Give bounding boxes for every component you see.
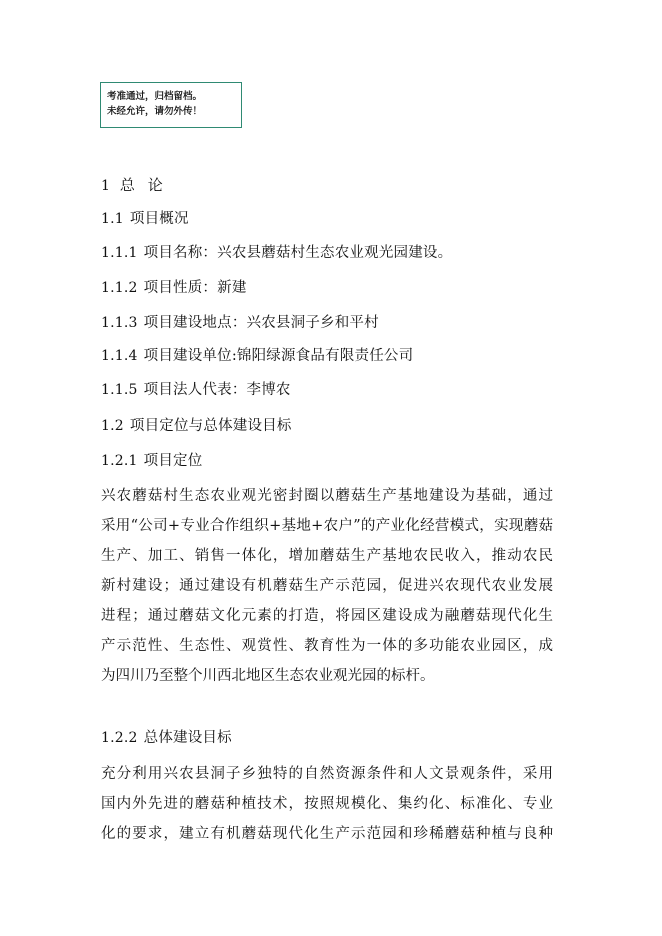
item-1-1-2 xyxy=(101,278,247,298)
chapter-number: 1 xyxy=(101,178,114,194)
section-title: 项目定位与总体建设目标 xyxy=(129,418,292,434)
item-1-2-1 xyxy=(101,451,202,471)
paragraph-overall-goal xyxy=(101,759,553,849)
paragraph-line: 化的要求，建立有机蘑菇现代化生产示范园和珍稀蘑菇种植与良种 xyxy=(101,826,553,842)
paragraph-line: 国内外先进的蘑菇种植技术，按照规模化、集约化、标准化、专业 xyxy=(101,796,553,812)
item-number: 1.2.1 xyxy=(101,453,138,469)
chapter-title: 总 论 xyxy=(119,176,167,194)
item-number: 1.1.1 xyxy=(101,245,138,261)
item-text: 项目建设地点：兴农县洞子乡和平村 xyxy=(143,315,379,331)
item-1-1-3 xyxy=(101,313,379,333)
item-1-2-2 xyxy=(101,728,232,748)
stamp-line-2: 未经允许，请勿外传！ xyxy=(107,106,203,117)
item-number: 1.2.2 xyxy=(101,730,138,746)
paragraph-line: 充分利用兴农县洞子乡独特的自然资源条件和人文景观条件，采用 xyxy=(101,766,553,782)
item-text: 项目性质：新建 xyxy=(143,280,247,296)
approval-stamp-box xyxy=(100,82,242,128)
paragraph-line: 产示范性、生态性、观赏性、教育性为一体的多功能农业园区，成 xyxy=(101,638,553,654)
item-text: 项目名称：兴农县蘑菇村生态农业观光园建设。 xyxy=(143,245,453,261)
chapter-heading xyxy=(101,175,167,196)
section-heading-1-2 xyxy=(101,416,292,436)
item-text: 总体建设目标 xyxy=(143,730,232,746)
item-number: 1.1.3 xyxy=(101,315,138,331)
item-number: 1.1.5 xyxy=(101,382,138,398)
section-number: 1.1 xyxy=(101,211,124,227)
paragraph-line: 为四川乃至整个川西北地区生态农业观光园的标杆。 xyxy=(101,668,435,684)
paragraph-line: 进程；通过蘑菇文化元素的打造，将园区建设成为融蘑菇现代化生 xyxy=(101,608,553,624)
item-text: 项目法人代表：李博农 xyxy=(143,382,291,398)
paragraph-line: 兴农蘑菇村生态农业观光密封圈以蘑菇生产基地建设为基础，通过 xyxy=(101,488,553,504)
item-text: 项目建设单位:锦阳绿源食品有限责任公司 xyxy=(143,348,414,364)
paragraph-project-positioning xyxy=(101,481,553,691)
section-heading-1-1 xyxy=(101,209,189,229)
item-1-1-5 xyxy=(101,380,291,400)
paragraph-line: 采用“公司+专业合作组织+基地+农户”的产业化经营模式，实现蘑菇 xyxy=(101,518,553,534)
item-text: 项目定位 xyxy=(143,453,203,469)
stamp-line-1: 考准通过，归档留档。 xyxy=(107,91,203,102)
section-title: 项目概况 xyxy=(129,211,189,227)
paragraph-line: 生产、加工、销售一体化，增加蘑菇生产基地农民收入，推动农民 xyxy=(101,548,553,564)
section-number: 1.2 xyxy=(101,418,124,434)
item-number: 1.1.4 xyxy=(101,348,138,364)
item-number: 1.1.2 xyxy=(101,280,138,296)
item-1-1-4 xyxy=(101,346,413,366)
paragraph-line: 新村建设；通过建设有机蘑菇生产示范园，促进兴农现代农业发展 xyxy=(101,578,553,594)
item-1-1-1 xyxy=(101,243,452,263)
